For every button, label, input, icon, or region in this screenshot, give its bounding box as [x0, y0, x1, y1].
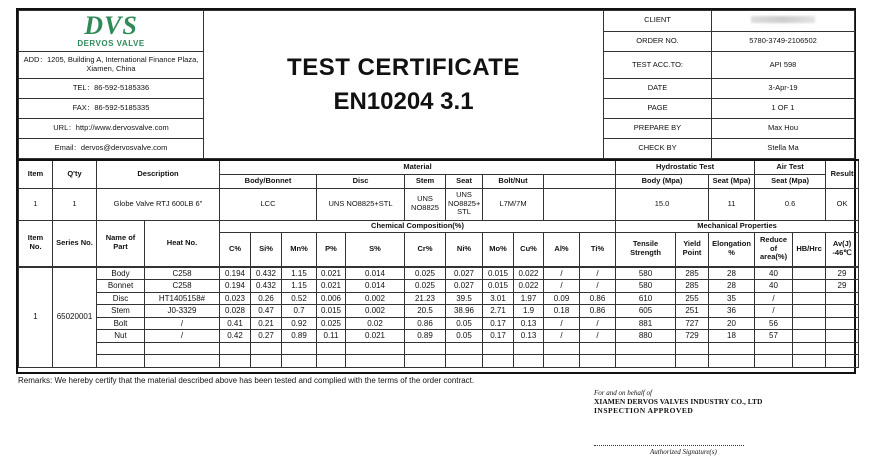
info-label-client: CLIENT — [604, 11, 712, 32]
part-name: Body — [97, 267, 145, 280]
part-al — [544, 355, 580, 368]
part-tensile: 605 — [616, 305, 676, 318]
part-al: 0.09 — [544, 292, 580, 305]
part-si: 0.26 — [251, 292, 282, 305]
part-ti: 0.86 — [580, 292, 616, 305]
info-label-page: PAGE — [604, 99, 712, 119]
part-ni: 38.96 — [446, 305, 483, 318]
part-row — [19, 305, 859, 318]
header-body-bonnet: Body/Bonnet — [220, 174, 317, 188]
part-item-no: 1 — [19, 267, 53, 367]
part-p: 0.006 — [317, 292, 346, 305]
header-si: Si% — [251, 232, 282, 266]
part-al: / — [544, 280, 580, 293]
part-name: Disc — [97, 292, 145, 305]
part-ni — [446, 342, 483, 355]
info-value-check: Stella Ma — [712, 139, 855, 159]
company-address — [19, 52, 204, 79]
header-air-seat-mpa: Seat (Mpa) — [755, 174, 826, 188]
part-reduce: 56 — [755, 317, 793, 330]
part-ti — [580, 342, 616, 355]
valve-item: 1 — [19, 188, 53, 220]
part-mn: 0.7 — [282, 305, 317, 318]
valve-row — [19, 188, 859, 220]
part-elong: 28 — [709, 280, 755, 293]
part-ni: 0.027 — [446, 267, 483, 280]
part-row — [19, 342, 859, 355]
header-chemical-composition: Chemical Composition(%) — [220, 220, 616, 232]
header-name-of-part: Name of Part — [97, 220, 145, 266]
header-s: S% — [346, 232, 405, 266]
part-cr: 21.23 — [405, 292, 446, 305]
header-description: Description — [97, 160, 220, 188]
parts-table — [18, 267, 859, 368]
valve-bolt-nut: L7M/7M — [483, 188, 544, 220]
part-cu: 0.13 — [514, 330, 544, 343]
header-seat-mpa: Seat (Mpa) — [709, 174, 755, 188]
part-yield: 285 — [676, 267, 709, 280]
part-c — [220, 342, 251, 355]
header-reduce: Reduce of area(%) — [755, 232, 793, 266]
part-name: Bolt — [97, 317, 145, 330]
logo-mark: DVS — [84, 11, 138, 41]
address-value: 1205, Building A, International Finance Plaza, Xiamen, China — [46, 55, 199, 73]
part-name — [97, 342, 145, 355]
part-ni: 0.05 — [446, 317, 483, 330]
part-elong — [709, 342, 755, 355]
part-cr — [405, 355, 446, 368]
part-yield: 251 — [676, 305, 709, 318]
part-av — [826, 292, 859, 305]
approval-status: INSPECTION APPROVED — [594, 406, 694, 415]
remarks-text: Remarks: We hereby certify that the material described above has been tested and complied with the terms of the order contract. — [18, 376, 475, 385]
part-c: 0.42 — [220, 330, 251, 343]
part-c: 0.023 — [220, 292, 251, 305]
part-tensile — [616, 355, 676, 368]
part-cr — [405, 342, 446, 355]
part-mo: 3.01 — [483, 292, 514, 305]
part-mo: 0.015 — [483, 280, 514, 293]
header-disc: Disc — [317, 174, 405, 188]
header-series-no: Series No. — [53, 220, 97, 266]
part-row — [19, 292, 859, 305]
header-av: Av(J) -46℃ — [826, 232, 859, 266]
valve-disc: UNS NO8825+STL — [317, 188, 405, 220]
part-row — [19, 267, 859, 280]
part-ni: 0.027 — [446, 280, 483, 293]
part-tensile: 881 — [616, 317, 676, 330]
part-c: 0.028 — [220, 305, 251, 318]
signature-label: Authorized Signature(s) — [650, 448, 717, 456]
part-av — [826, 305, 859, 318]
part-av — [826, 342, 859, 355]
part-mo: 0.015 — [483, 267, 514, 280]
header-c: C% — [220, 232, 251, 266]
part-reduce — [755, 355, 793, 368]
header-heat-no: Heat No. — [145, 220, 220, 266]
part-yield: 255 — [676, 292, 709, 305]
part-si: 0.47 — [251, 305, 282, 318]
header-elongation: Elongation % — [709, 232, 755, 266]
part-p: 0.025 — [317, 317, 346, 330]
info-label-test-acc: TEST ACC.TO: — [604, 52, 712, 79]
part-row — [19, 355, 859, 368]
logo-subtitle: DERVOS VALVE — [77, 39, 145, 49]
part-av — [826, 330, 859, 343]
part-hb — [793, 280, 826, 293]
test-certificate — [16, 8, 856, 374]
part-si: 0.27 — [251, 330, 282, 343]
part-cu: 1.97 — [514, 292, 544, 305]
fax-value: 86-592-5185335 — [94, 103, 150, 113]
part-mn — [282, 342, 317, 355]
part-cu — [514, 342, 544, 355]
part-mo: 2.71 — [483, 305, 514, 318]
part-heat-no: J0-3329 — [145, 305, 220, 318]
part-hb — [793, 317, 826, 330]
header-ni: Ni% — [446, 232, 483, 266]
fax-label: FAX： — [72, 103, 95, 113]
part-av — [826, 355, 859, 368]
header-seat: Seat — [446, 174, 483, 188]
part-name: Nut — [97, 330, 145, 343]
header-ti: Ti% — [580, 232, 616, 266]
part-yield: 727 — [676, 317, 709, 330]
part-av: 29 — [826, 280, 859, 293]
header-material: Material — [220, 160, 616, 174]
part-al: / — [544, 317, 580, 330]
part-cr: 20.5 — [405, 305, 446, 318]
part-p: 0.015 — [317, 305, 346, 318]
part-mo — [483, 342, 514, 355]
info-label-date: DATE — [604, 79, 712, 99]
part-series-no: 65020001 — [53, 267, 97, 367]
header-item: Item — [19, 160, 53, 188]
valve-qty: 1 — [53, 188, 97, 220]
part-heat-no: HT1405158# — [145, 292, 220, 305]
header-mn: Mn% — [282, 232, 317, 266]
part-reduce: 40 — [755, 280, 793, 293]
part-av — [826, 317, 859, 330]
valve-seat-mpa: 11 — [709, 188, 755, 220]
email-label: Email： — [54, 143, 81, 153]
header-tensile: Tensile Strength — [616, 232, 676, 266]
header-item-no: Item No. — [19, 220, 53, 266]
header-cr: Cr% — [405, 232, 446, 266]
certificate-title — [204, 11, 604, 159]
part-mn: 1.15 — [282, 280, 317, 293]
part-hb — [793, 330, 826, 343]
valve-description: Globe Valve RTJ 600LB 6" — [97, 188, 220, 220]
signature-line — [594, 445, 744, 446]
part-tensile: 610 — [616, 292, 676, 305]
part-s: 0.014 — [346, 267, 405, 280]
part-s: 0.014 — [346, 280, 405, 293]
header-stem: Stem — [405, 174, 446, 188]
part-elong: 18 — [709, 330, 755, 343]
part-heat-no — [145, 342, 220, 355]
part-row — [19, 280, 859, 293]
header-p: P% — [317, 232, 346, 266]
part-ti — [580, 355, 616, 368]
part-cu: 0.022 — [514, 280, 544, 293]
part-ni: 0.05 — [446, 330, 483, 343]
part-ni — [446, 355, 483, 368]
company-fax — [19, 99, 204, 119]
header-mechanical-properties: Mechanical Properties — [616, 220, 859, 232]
header-spare — [544, 174, 616, 188]
company-tel — [19, 79, 204, 99]
valve-result: OK — [826, 188, 859, 220]
part-yield — [676, 342, 709, 355]
part-hb — [793, 292, 826, 305]
header-hydrostatic: Hydrostatic Test — [616, 160, 755, 174]
part-cr: 0.89 — [405, 330, 446, 343]
part-al — [544, 342, 580, 355]
header-air-test: Air Test — [755, 160, 826, 174]
part-ti: / — [580, 280, 616, 293]
part-yield: 729 — [676, 330, 709, 343]
part-p — [317, 342, 346, 355]
part-hb — [793, 355, 826, 368]
certificate-body-table — [18, 159, 859, 267]
info-value-client — [712, 11, 855, 32]
part-c — [220, 355, 251, 368]
part-elong: 36 — [709, 305, 755, 318]
part-reduce: / — [755, 292, 793, 305]
part-elong: 35 — [709, 292, 755, 305]
part-p: 0.021 — [317, 280, 346, 293]
header-yield: Yield Point — [676, 232, 709, 266]
email-value: dervos@dervosvalve.com — [80, 143, 168, 153]
part-mn: 0.92 — [282, 317, 317, 330]
info-label-prepare: PREPARE BY — [604, 119, 712, 139]
part-reduce — [755, 342, 793, 355]
valve-body-bonnet: LCC — [220, 188, 317, 220]
valve-body-mpa: 15.0 — [616, 188, 709, 220]
part-cr: 0.86 — [405, 317, 446, 330]
part-p: 0.11 — [317, 330, 346, 343]
approval-block — [594, 389, 762, 415]
part-yield: 285 — [676, 280, 709, 293]
part-name: Stem — [97, 305, 145, 318]
part-si: 0.432 — [251, 280, 282, 293]
valve-stem: UNS NO8825 — [405, 188, 446, 220]
tel-value: 86-592-5185336 — [94, 83, 150, 93]
part-hb — [793, 305, 826, 318]
approval-line-1: For and on behalf of — [594, 389, 652, 397]
tel-label: TEL： — [72, 83, 95, 93]
part-si: 0.432 — [251, 267, 282, 280]
part-ti: / — [580, 330, 616, 343]
part-mo: 0.17 — [483, 330, 514, 343]
part-name — [97, 355, 145, 368]
company-logo — [19, 11, 204, 52]
info-label-order: ORDER NO. — [604, 31, 712, 52]
part-elong: 28 — [709, 267, 755, 280]
part-heat-no: C258 — [145, 267, 220, 280]
part-cu: 0.022 — [514, 267, 544, 280]
part-p: 0.021 — [317, 267, 346, 280]
part-yield — [676, 355, 709, 368]
part-elong — [709, 355, 755, 368]
part-heat-no — [145, 355, 220, 368]
part-mn: 0.89 — [282, 330, 317, 343]
header-body-mpa: Body (Mpa) — [616, 174, 709, 188]
part-heat-no: / — [145, 317, 220, 330]
part-al: / — [544, 330, 580, 343]
info-value-date: 3-Apr-19 — [712, 79, 855, 99]
part-tensile: 880 — [616, 330, 676, 343]
header-hb: HB/Hrc — [793, 232, 826, 266]
part-al: / — [544, 267, 580, 280]
company-url — [19, 119, 204, 139]
part-hb — [793, 267, 826, 280]
part-ti: / — [580, 317, 616, 330]
info-value-test-acc: API 598 — [712, 52, 855, 79]
part-reduce: / — [755, 305, 793, 318]
part-row — [19, 330, 859, 343]
url-value: http://www.dervosvalve.com — [75, 123, 169, 133]
part-c: 0.194 — [220, 280, 251, 293]
part-ti: / — [580, 267, 616, 280]
part-reduce: 40 — [755, 267, 793, 280]
part-s: 0.002 — [346, 305, 405, 318]
part-al: 0.18 — [544, 305, 580, 318]
info-value-page: 1 OF 1 — [712, 99, 855, 119]
info-value-order: 5780-3749-2106502 — [712, 31, 855, 52]
header-qty: Q'ty — [53, 160, 97, 188]
part-mn: 1.15 — [282, 267, 317, 280]
info-label-check: CHECK BY — [604, 139, 712, 159]
valve-spare — [544, 188, 616, 220]
valve-seat: UNS NO8825+ STL — [446, 188, 483, 220]
part-cu: 0.13 — [514, 317, 544, 330]
part-mo — [483, 355, 514, 368]
part-c: 0.41 — [220, 317, 251, 330]
part-c: 0.194 — [220, 267, 251, 280]
part-av: 29 — [826, 267, 859, 280]
part-ni: 39.5 — [446, 292, 483, 305]
part-heat-no: C258 — [145, 280, 220, 293]
part-s: 0.02 — [346, 317, 405, 330]
part-si — [251, 355, 282, 368]
part-s: 0.021 — [346, 330, 405, 343]
header-mo: Mo% — [483, 232, 514, 266]
company-email — [19, 139, 204, 159]
part-si: 0.21 — [251, 317, 282, 330]
title-line-2: EN10204 3.1 — [333, 87, 474, 115]
part-cr: 0.025 — [405, 267, 446, 280]
part-p — [317, 355, 346, 368]
part-s — [346, 355, 405, 368]
header-result: Result — [826, 160, 859, 188]
address-label: ADD： — [23, 55, 47, 65]
url-label: URL： — [53, 123, 76, 133]
certificate-header — [18, 10, 855, 159]
header-cu: Cu% — [514, 232, 544, 266]
part-row — [19, 317, 859, 330]
title-line-1: TEST CERTIFICATE — [287, 53, 520, 81]
part-s: 0.002 — [346, 292, 405, 305]
part-s — [346, 342, 405, 355]
part-heat-no: / — [145, 330, 220, 343]
info-value-prepare: Max Hou — [712, 119, 855, 139]
header-al: Al% — [544, 232, 580, 266]
part-tensile: 580 — [616, 267, 676, 280]
client-redacted — [751, 16, 815, 23]
part-ti: 0.86 — [580, 305, 616, 318]
valve-air-seat-mpa: 0.6 — [755, 188, 826, 220]
part-cu: 1.9 — [514, 305, 544, 318]
part-reduce: 57 — [755, 330, 793, 343]
part-mn — [282, 355, 317, 368]
part-tensile — [616, 342, 676, 355]
part-cu — [514, 355, 544, 368]
header-bolt-nut: Bolt/Nut — [483, 174, 544, 188]
part-si — [251, 342, 282, 355]
part-elong: 20 — [709, 317, 755, 330]
part-name: Bonnet — [97, 280, 145, 293]
part-mn: 0.52 — [282, 292, 317, 305]
part-cr: 0.025 — [405, 280, 446, 293]
part-hb — [793, 342, 826, 355]
part-mo: 0.17 — [483, 317, 514, 330]
part-tensile: 580 — [616, 280, 676, 293]
approval-company: XIAMEN DERVOS VALVES INDUSTRY CO., LTD — [594, 397, 763, 406]
